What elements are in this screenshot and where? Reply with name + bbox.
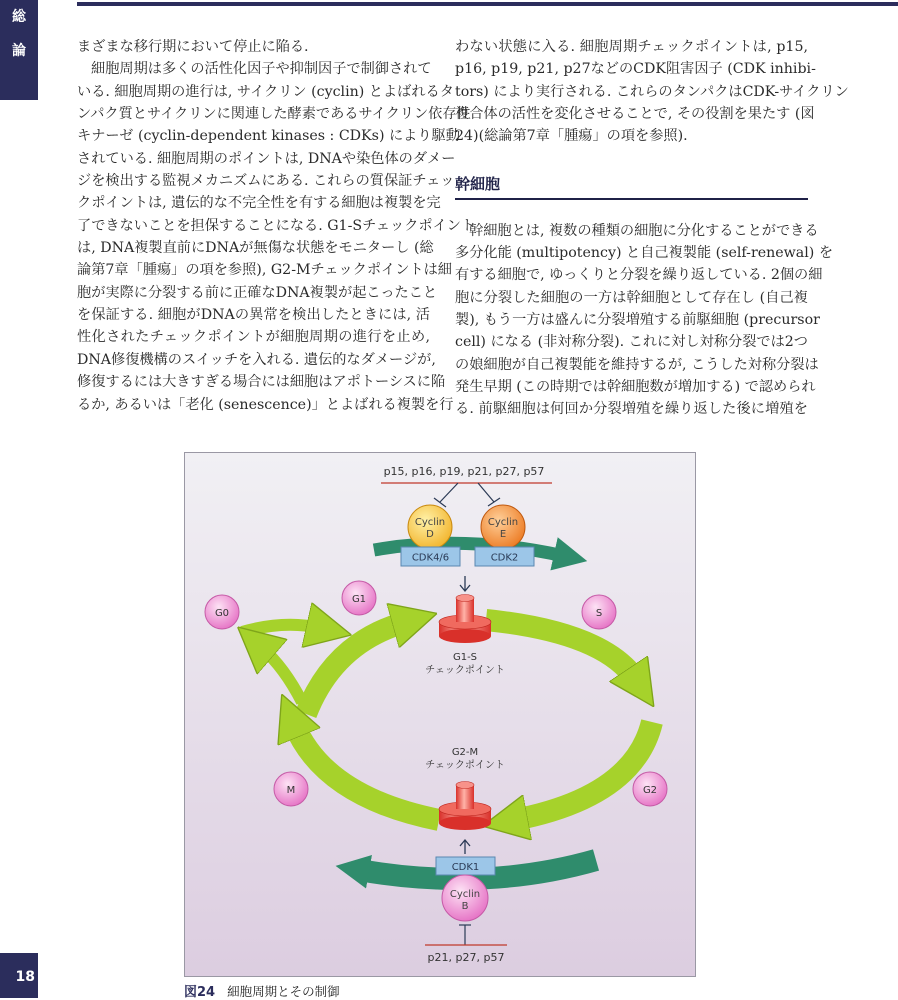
phase-label: M: [286, 785, 296, 796]
section-tab: [0, 0, 38, 100]
text-line: 了できないことを担保することになる. G1-Sチェックポイント: [77, 217, 476, 234]
text-line: 細胞周期は多くの活性化因子や抑制因子で制御されて: [91, 61, 432, 78]
text-line: は, DNA複製直前にDNAが無傷な状態をモニターし (総: [77, 240, 434, 257]
cyclin-d-label: Cyclin: [414, 517, 446, 528]
text-line: ジを検出する監視メカニズムにある. これらの質保証チェッ: [77, 173, 455, 190]
text-line: 修復するには大きすぎる場合には細胞はアポトーシスに陥: [77, 374, 446, 391]
text-line: tors) により実行される. これらのタンパクはCDK-サイクリン: [455, 83, 849, 100]
cdk1-label: CDK1: [451, 862, 480, 873]
g1s-checkpoint-label: チェックポイント: [425, 665, 505, 676]
text-line: る. 前駆細胞は何回か分裂増殖を繰り返した後に増殖を: [455, 401, 808, 418]
text-line: cell) になる (非対称分裂). これに対し対称分裂では2つ: [455, 334, 808, 351]
text-line: の娘細胞が自己複製能を維持するが, こうした対称分裂は: [455, 356, 819, 373]
text-line: 幹細胞とは, 複数の種類の細胞に分化することができる: [469, 222, 819, 239]
text-line: 性化されたチェックポイントが細胞周期の進行を止め,: [77, 329, 430, 346]
phase-g2: [633, 772, 667, 806]
phase-label: G0: [214, 608, 230, 619]
figure-number: 図24: [184, 985, 216, 1000]
g2m-checkpoint-label: チェックポイント: [425, 760, 505, 771]
text-line: p16, p19, p21, p27などのCDK阻害因子 (CDK inhibi-: [455, 61, 816, 78]
text-line: されている. 細胞周期のポイントは, DNAや染色体のダメー: [77, 150, 456, 167]
text-line: 有する細胞で, ゆっくりと分裂を繰り返している. 2個の細: [455, 267, 823, 284]
cyclin-b-label: Cyclin: [449, 889, 481, 900]
text-line: を保証する. 細胞がDNAの異常を検出したときには, 活: [77, 307, 430, 324]
text-line: 複合体の活性を変化させることで, その役割を果たす (図: [455, 106, 815, 123]
section-heading: 幹細胞: [455, 172, 808, 200]
text-line: まざまな移行期において停止に陥る.: [77, 39, 309, 55]
phase-s: [582, 595, 616, 629]
text-line: キナーゼ (cyclin-dependent kinases : CDKs) により駆動: [77, 128, 460, 145]
section-tab-char: 総: [12, 9, 26, 25]
figure-caption: [184, 981, 340, 1000]
text-line: るか, あるいは「老化 (senescence)」とよばれる複製を行: [77, 396, 454, 413]
text-line: DNA修復機構のスイッチを入れる. 遺伝的なダメージが,: [77, 351, 436, 368]
text-line: 胞が実際に分裂する前に正確なDNA複製が起こったこと: [77, 284, 438, 301]
text-line: 24)(総論第7章「腫瘍」の項を参照).: [455, 128, 688, 145]
phase-label: G2: [642, 785, 658, 796]
cyclin-e-letter: E: [499, 529, 507, 540]
right-column: [455, 36, 849, 421]
cdk46-label: CDK4/6: [411, 552, 450, 564]
cdk2-label: CDK2: [490, 552, 519, 564]
phase-label: G1: [351, 594, 367, 605]
page-number: 18: [0, 953, 38, 998]
cell-cycle-figure: [184, 452, 696, 977]
cell-cycle-diagram: [184, 452, 696, 977]
cyclin-b-letter: B: [461, 901, 469, 912]
text-line: クポイントは, 遺伝的な不完全性を有する細胞は複製を完: [77, 195, 441, 212]
phase-g1: [342, 581, 376, 615]
bottom-inhibitors-label: p21, p27, p57: [427, 951, 505, 964]
phase-m: [274, 772, 308, 806]
g2m-label: G2-M: [451, 747, 479, 758]
phase-g0: [205, 595, 239, 629]
header-rule: [77, 2, 898, 6]
g1s-label: G1-S: [452, 652, 478, 663]
phase-label: S: [595, 608, 603, 619]
section-tab-char: 論: [12, 43, 26, 59]
paragraph: [455, 220, 834, 421]
text-line: 発生早期 (この時期では幹細胞数が増加する) で認められ: [455, 379, 816, 396]
paragraph: [455, 36, 849, 148]
text-line: いる. 細胞周期の進行は, サイクリン (cyclin) とよばれるタ: [77, 83, 454, 100]
text-line: 多分化能 (multipotency) と自己複製能 (self-renewal) を: [455, 245, 834, 262]
left-column: [77, 36, 476, 416]
text-line: わない状態に入る. 細胞周期チェックポイントは, p15,: [455, 39, 808, 55]
text-line: ンパク質とサイクリンに関連した酵素であるサイクリン依存性: [77, 106, 471, 123]
cyclin-d-letter: D: [426, 529, 434, 540]
cyclin-e-label: Cyclin: [487, 517, 519, 528]
top-inhibitors-label: p15, p16, p19, p21, p27, p57: [383, 465, 545, 478]
text-line: 製), もう一方は盛んに分裂増殖する前駆細胞 (precursor: [455, 312, 820, 329]
text-line: 論第7章「腫瘍」の項を参照), G2-Mチェックポイントは細: [77, 262, 452, 279]
figure-title: 細胞周期とその制御: [227, 984, 340, 999]
text-line: 胞に分裂した細胞の一方は幹細胞として存在し (自己複: [455, 289, 808, 306]
